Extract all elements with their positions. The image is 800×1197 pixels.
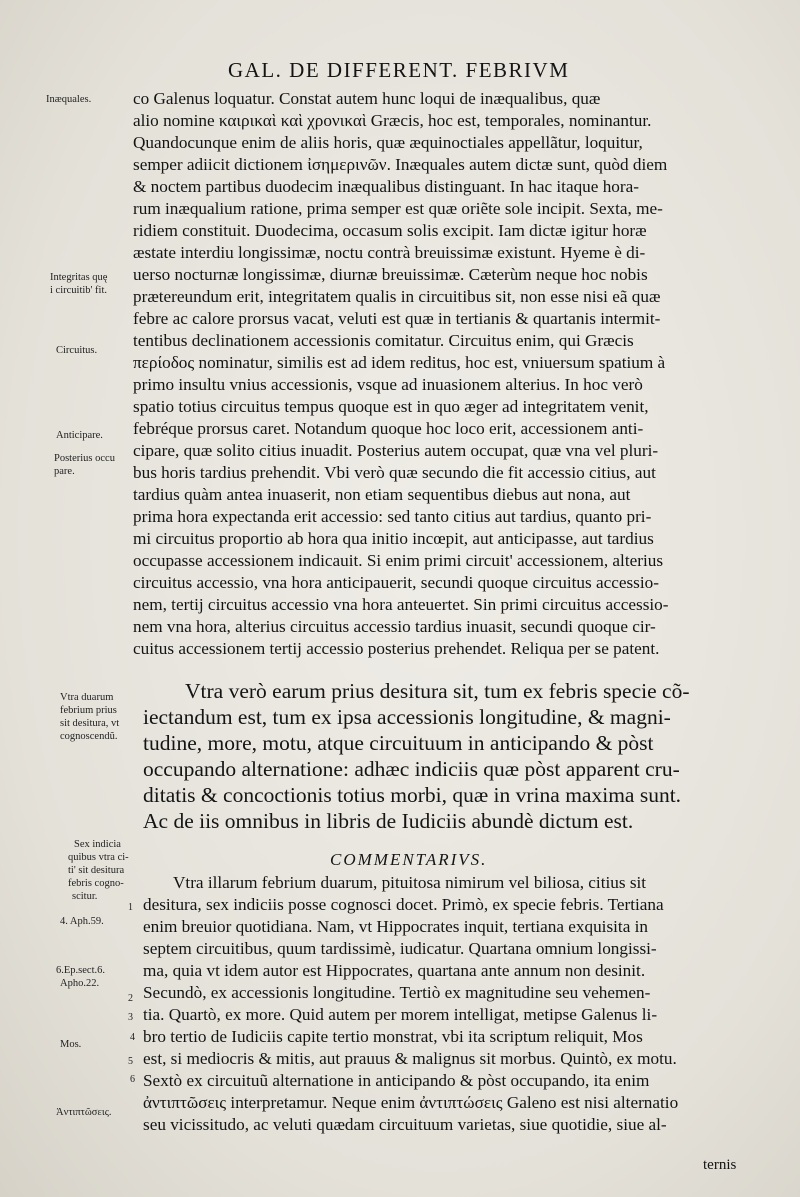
text-line: desitura, sex indiciis posse cognosci docet. Primò, ex specie febris. Tertiana [143,895,664,914]
margin-note: febrium prius [60,705,117,716]
margin-note: ti' sit desitura [68,865,125,876]
text-line-large: ditatis & concoctionis totius morbi, quæ in vrina maxima sunt. [143,783,682,807]
margin-note: 6.Ep.sect.6. [56,965,105,976]
commentary-title: COMMENTARIVS. [330,850,488,869]
text-line: tia. Quartò, ex more. Quid autem per morem intelligat, metipse Galenus li- [143,1005,658,1024]
margin-note: 4. Aph.59. [60,916,104,927]
text-line: tardius quàm antea inuaserit, non etiam sequentibus diebus aut nona, aut [133,485,631,504]
margin-note: Circuitus. [56,345,98,356]
text-line: ridiem constituit. Duodecima, occasum solis excipit. Iam dictæ igitur horæ [133,221,647,240]
text-line: rum inæqualium ratione, prima semper est quæ oriẽte sole incipit. Sexta, me- [133,199,663,218]
text-line: Secundò, ex accessionis longitudine. Tertiò ex magnitudine seu vehemen- [143,983,651,1002]
text-line: alio nomine καιρικαὶ καὶ χρονικαὶ Græcis, hoc est, temporales, nominantur. [133,111,652,130]
text-line: bus horis tardius prehendit. Vbi verò quæ secundo die fit accessio citius, aut [133,463,656,482]
text-line: cipare, quæ solito citius inuadit. Posterius autem occupat, quæ vna vel pluri- [133,441,659,460]
text-line: occupasse accessionem indicauit. Si enim primi circuit' accessionem, alterius [133,551,664,570]
margin-number: 1 [128,902,133,913]
text-line: Vtra illarum febrium duarum, pituitosa nimirum vel biliosa, citius sit [173,873,647,892]
text-line: Sextò ex circuituũ alternatione in anticipando & pòst occupando, ita enim [143,1071,650,1090]
margin-number: 3 [128,1012,133,1023]
margin-number: 5 [128,1056,133,1067]
text-line: primo insultu vnius accessionis, vsque ad inuasionem alterius. In hoc verò [133,375,643,394]
text-line-large: Ac de iis omnibus in libris de Iudiciis abundè dictum est. [143,809,634,833]
margin-note: Inæquales. [46,94,92,105]
text-line: mi circuitus proportio ab hora qua initio incœpit, aut anticipasse, aut tardius [133,529,654,548]
margin-note: sit desitura, vt [60,718,120,729]
margin-note: febris cogno- [68,878,124,889]
text-line: ma, quia vt idem autor est Hippocrates, quartana ante annum non desinit. [143,961,646,980]
margin-note: Ἀντιπτῶσεις. [56,1107,112,1118]
text-line: æstate interdiu longissimæ, noctu contrà breuissimæ existunt. Hyeme è di- [133,243,646,262]
margin-note: cognoscendũ. [60,731,118,742]
margin-number: 6 [130,1074,135,1085]
margin-note: Integritas quę [50,272,108,283]
text-line: co Galenus loquatur. Constat autem hunc loqui de inæqualibus, quæ [133,89,601,108]
text-line: febréque prorsus caret. Notandum quoque hoc loco erit, accessionem anti- [133,419,644,438]
text-line: & noctem partibus duodecim inæqualibus distinguant. In hac itaque hora- [133,177,639,196]
margin-note: pare. [54,466,75,477]
margin-note: Posterius occu [54,453,115,464]
margin-note: i circuitib' fit. [50,285,108,296]
margin-note: Mos. [60,1039,82,1050]
text-line: περίοδος nominatur, similis est ad idem reditus, hoc est, vniuersum spatium à [133,353,666,372]
margin-number: 4 [130,1032,135,1043]
margin-note: Sex indicia [74,839,121,850]
text-line: enim breuior quotidiana. Nam, vt Hippocrates inquit, tertiana exquisita in [143,917,648,936]
margin-note: Vtra duarum [60,692,114,703]
text-line-large: Vtra verò earum prius desitura sit, tum ex febris specie cõ- [185,679,690,703]
margin-number: 2 [128,993,133,1004]
text-line: bro tertio de Iudiciis capite tertio monstrat, vbi ita scriptum reliquit, Mos [143,1027,643,1046]
text-line: seu vicissitudo, ac veluti quædam circuituum varietas, siue quotidie, siue al- [143,1115,667,1134]
text-line: spatio totius circuitus tempus quoque est in quo æger ad integritatem venit, [133,397,649,416]
text-line: prima hora expectanda erit accessio: sed tanto citius aut tardius, quanto pri- [133,507,652,526]
text-line-large: iectandum est, tum ex ipsa accessionis longitudine, & magni- [143,705,671,729]
margin-note: Anticipare. [56,430,103,441]
text-line: est, si mediocris & mitis, aut prauus & malignus sit morbus. Quintò, ex motu. [143,1049,677,1068]
margin-note: quibus vtra ci- [68,852,129,863]
text-line: prætereundum erit, integritatem qualis in circuitibus sit, non esse nisi eã quæ [133,287,661,306]
text-line: tentibus declinationem accessionis comitatur. Circuitus enim, qui Græcis [133,331,634,350]
text-line: Quandocunque enim de aliis horis, quæ æquinoctiales appellãtur, loquitur, [133,133,643,152]
text-line: nem, tertij circuitus accessio vna hora anteuertet. Sin primi circuitus accessio- [133,595,669,614]
text-line: circuitus accessio, vna hora anticipauerit, secundi quoque circuitus accessio- [133,573,659,592]
running-title: GAL. DE DIFFERENT. FEBRIVM [228,58,570,82]
text-line: cuitus accessionem tertij accessio posterius prehendet. Reliqua per se patent. [133,639,660,658]
text-line: uerso nocturnæ longissimæ, diurnæ breuissimæ. Cæterùm neque hoc nobis [133,265,648,284]
text-line-large: occupando alternatione: adhæc indiciis quæ pòst apparent cru- [143,757,680,781]
margin-note: scitur. [72,891,98,902]
text-line: febre ac calore prorsus vacat, veluti est quæ in tertianis & quartanis intermit- [133,309,661,328]
text-line: ἀντιπτῶσεις interpretamur. Neque enim ἀντιπτώσεις Galeno est nisi alternatio [143,1093,679,1112]
margin-note: Apho.22. [60,978,100,989]
text-line: nem vna hora, alterius circuitus accessio tardius inuasit, secundi quoque cir- [133,617,656,636]
text-line-large: tudine, more, motu, atque circuituum in anticipando & pòst [143,731,654,755]
text-line: semper adiicit dictionem ἰσημερινῶν. Inæquales autem dictæ sunt, quòd diem [133,155,668,174]
catchword: ternis [703,1157,737,1173]
text-line: septem circuitibus, quum tardissimè, iudicatur. Quartana omnium longissi- [143,939,657,958]
